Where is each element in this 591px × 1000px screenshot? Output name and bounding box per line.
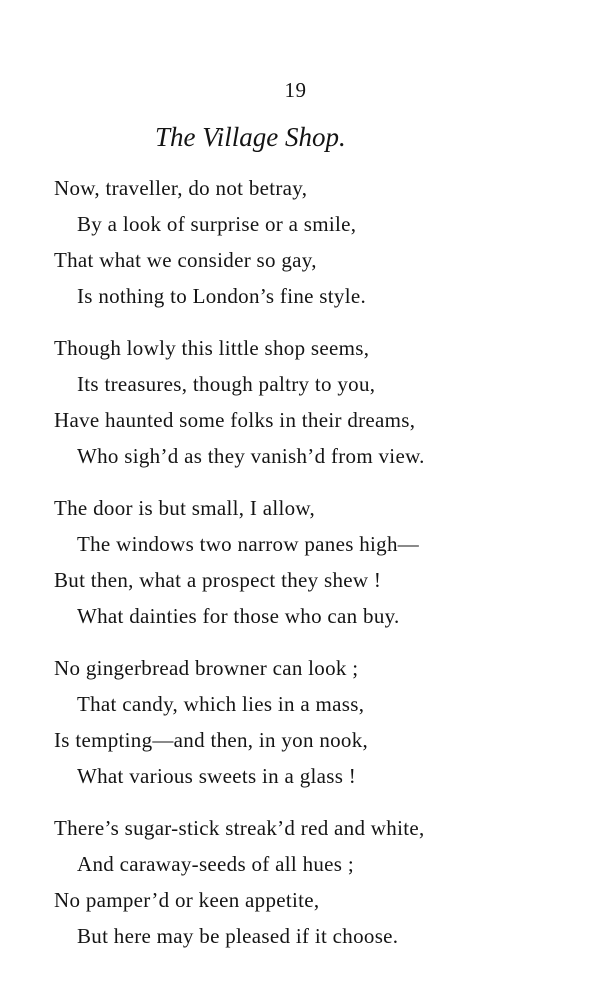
- stanza: [54, 490, 554, 634]
- poem-line: Its treasures, though paltry to you,: [77, 372, 376, 396]
- poem-title: The Village Shop.: [155, 122, 346, 152]
- stanza: [54, 650, 554, 794]
- poem-line: The windows two narrow panes high—: [77, 532, 420, 556]
- poem-line: Now, traveller, do not betray,: [54, 176, 308, 200]
- poem-line: But here may be pleased if it choose.: [77, 924, 399, 948]
- poem-line: But then, what a prospect they shew !: [54, 568, 382, 592]
- poem-line: Is nothing to London’s fine style.: [77, 284, 367, 308]
- poem-line: What dainties for those who can buy.: [77, 604, 400, 628]
- poem-line: There’s sugar-stick streak’d red and white,: [54, 816, 425, 840]
- poem-line: That candy, which lies in a mass,: [77, 692, 365, 716]
- poem-line: That what we consider so gay,: [54, 248, 317, 272]
- poem-line: Is tempting—and then, in yon nook,: [54, 728, 369, 752]
- stanza: [54, 330, 554, 474]
- poem-line: No gingerbread browner can look ;: [54, 656, 359, 680]
- poem-line: Who sigh’d as they vanish’d from view.: [77, 444, 425, 468]
- poem-line: What various sweets in a glass !: [77, 764, 357, 788]
- poem-line: The door is but small, I allow,: [54, 496, 316, 520]
- stanza: [54, 170, 554, 314]
- stanza: [54, 810, 554, 954]
- poem-line: By a look of surprise or a smile,: [77, 212, 357, 236]
- poem-line: Have haunted some folks in their dreams,: [54, 408, 416, 432]
- poem-body: [54, 170, 554, 970]
- poem-line: No pamper’d or keen appetite,: [54, 888, 320, 912]
- page-number: 19: [284, 78, 307, 102]
- poem-line: Though lowly this little shop seems,: [54, 336, 370, 360]
- poem-line: And caraway-seeds of all hues ;: [77, 852, 354, 876]
